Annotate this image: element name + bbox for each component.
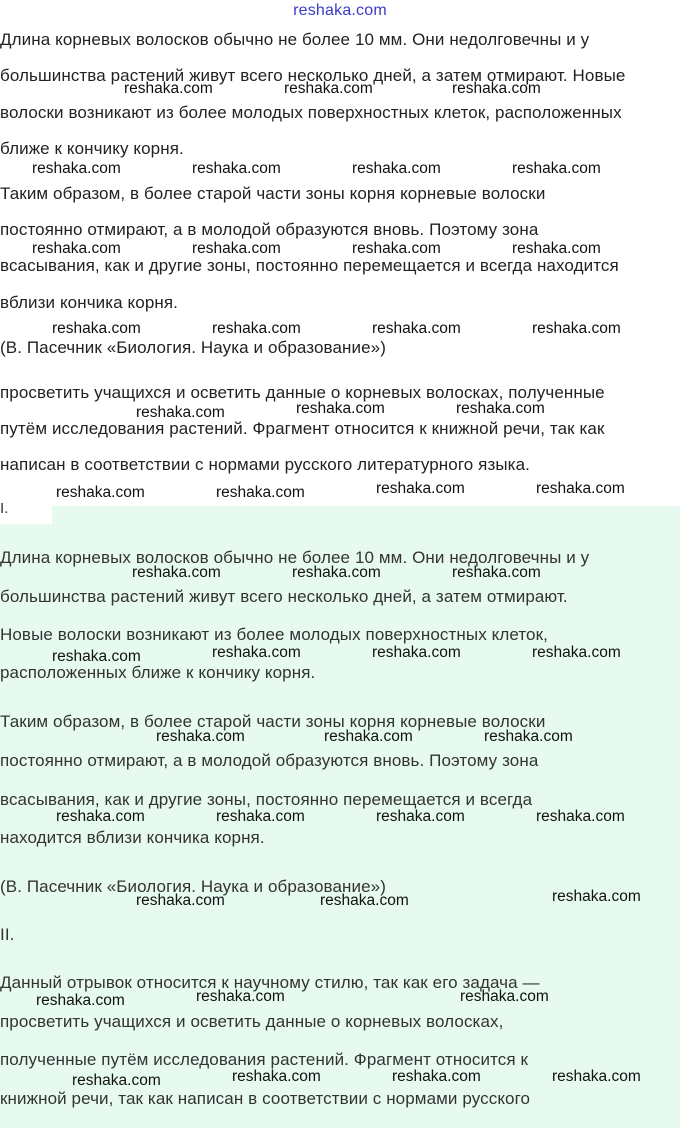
watermark: reshaka.com <box>52 648 141 665</box>
watermark: reshaka.com <box>376 480 465 497</box>
watermark: reshaka.com <box>484 728 573 745</box>
watermark: reshaka.com <box>512 240 601 257</box>
text-line: просветить учащихся и осветить данные о корневых волосках, <box>0 1012 504 1031</box>
section-numeral: II. <box>0 925 15 944</box>
watermark: reshaka.com <box>320 892 409 909</box>
watermark: reshaka.com <box>532 644 621 661</box>
watermark: reshaka.com <box>216 808 305 825</box>
text-line: постоянно отмирают, а в молодой образуются вновь. Поэтому зона <box>0 751 539 770</box>
watermark: reshaka.com <box>192 160 281 177</box>
watermark: reshaka.com <box>32 240 121 257</box>
watermark: reshaka.com <box>132 564 221 581</box>
watermark: reshaka.com <box>324 728 413 745</box>
watermark: reshaka.com <box>552 888 641 905</box>
watermark: reshaka.com <box>460 988 549 1005</box>
text-line: написан в соответствии с нормами русского литературного языка. <box>0 455 530 474</box>
text-line: всасывания, как и другие зоны, постоянно перемещается и всегда <box>0 790 533 809</box>
watermark: reshaka.com <box>136 892 225 909</box>
section-numeral: I. <box>0 500 9 517</box>
watermark: reshaka.com <box>536 480 625 497</box>
watermark: reshaka.com <box>52 320 141 337</box>
text-line: всасывания, как и другие зоны, постоянно перемещается и всегда находится <box>0 256 619 275</box>
watermark: reshaka.com <box>232 1068 321 1085</box>
text-line: просветить учащихся и осветить данные о корневых волосках, полученные <box>0 383 605 402</box>
text-line: Длина корневых волосков обычно не более 10 мм. Они недолговечны и у <box>0 548 590 567</box>
watermark: reshaka.com <box>292 564 381 581</box>
text-line: Длина корневых волосков обычно не более 10 мм. Они недолговечны и у <box>0 30 590 49</box>
text-line: вблизи кончика корня. <box>0 293 179 312</box>
watermark: reshaka.com <box>296 400 385 417</box>
citation-line: (В. Пасечник «Биология. Наука и образование») <box>0 338 386 357</box>
text-line: путём исследования растений. Фрагмент относится к книжной речи, так как <box>0 419 605 438</box>
watermark: reshaka.com <box>284 80 373 97</box>
watermark: reshaka.com <box>452 564 541 581</box>
watermark: reshaka.com <box>352 240 441 257</box>
site-watermark-top[interactable]: reshaka.com <box>293 2 387 19</box>
text-line: книжной речи, так как написан в соответствии с нормами русского <box>0 1089 531 1108</box>
watermark: reshaka.com <box>372 320 461 337</box>
watermark: reshaka.com <box>56 808 145 825</box>
watermark: reshaka.com <box>216 484 305 501</box>
watermark: reshaka.com <box>376 808 465 825</box>
watermark: reshaka.com <box>212 320 301 337</box>
watermark: reshaka.com <box>392 1068 481 1085</box>
text-line: большинства растений живут всего несколько дней, а затем отмирают. <box>0 587 568 606</box>
text-line: Данный отрывок относится к научному стилю, так как его задача — <box>0 973 540 992</box>
watermark: reshaka.com <box>456 400 545 417</box>
text-line: постоянно отмирают, а в молодой образуются вновь. Поэтому зона <box>0 220 539 239</box>
watermark: reshaka.com <box>532 320 621 337</box>
watermark: reshaka.com <box>192 240 281 257</box>
text-line: большинства растений живут всего несколько дней, а затем отмирают. Новые <box>0 66 626 85</box>
watermark: reshaka.com <box>452 80 541 97</box>
watermark: reshaka.com <box>512 160 601 177</box>
text-line: расположенных ближе к кончику корня. <box>0 663 316 682</box>
text-line: волоски возникают из более молодых поверхностных клеток, расположенных <box>0 103 622 122</box>
watermark: reshaka.com <box>552 1068 641 1085</box>
watermark: reshaka.com <box>536 808 625 825</box>
text-line: находится вблизи кончика корня. <box>0 828 265 847</box>
watermark: reshaka.com <box>32 160 121 177</box>
watermark: reshaka.com <box>72 1072 161 1089</box>
citation-line: (В. Пасечник «Биология. Наука и образование») <box>0 877 386 896</box>
text-line: Таким образом, в более старой части зоны корня корневые волоски <box>0 184 546 203</box>
text-line: Таким образом, в более старой части зоны корня корневые волоски <box>0 712 546 731</box>
watermark: reshaka.com <box>372 644 461 661</box>
text-line: Новые волоски возникают из более молодых поверхностных клеток, <box>0 625 548 644</box>
watermark: reshaka.com <box>212 644 301 661</box>
watermark: reshaka.com <box>136 404 225 421</box>
watermark: reshaka.com <box>56 484 145 501</box>
text-line: полученные путём исследования растений. Фрагмент относится к <box>0 1050 529 1069</box>
text-line: ближе к кончику корня. <box>0 139 184 158</box>
watermark: reshaka.com <box>352 160 441 177</box>
watermark: reshaka.com <box>36 992 125 1009</box>
watermark: reshaka.com <box>156 728 245 745</box>
watermark: reshaka.com <box>124 80 213 97</box>
watermark: reshaka.com <box>196 988 285 1005</box>
